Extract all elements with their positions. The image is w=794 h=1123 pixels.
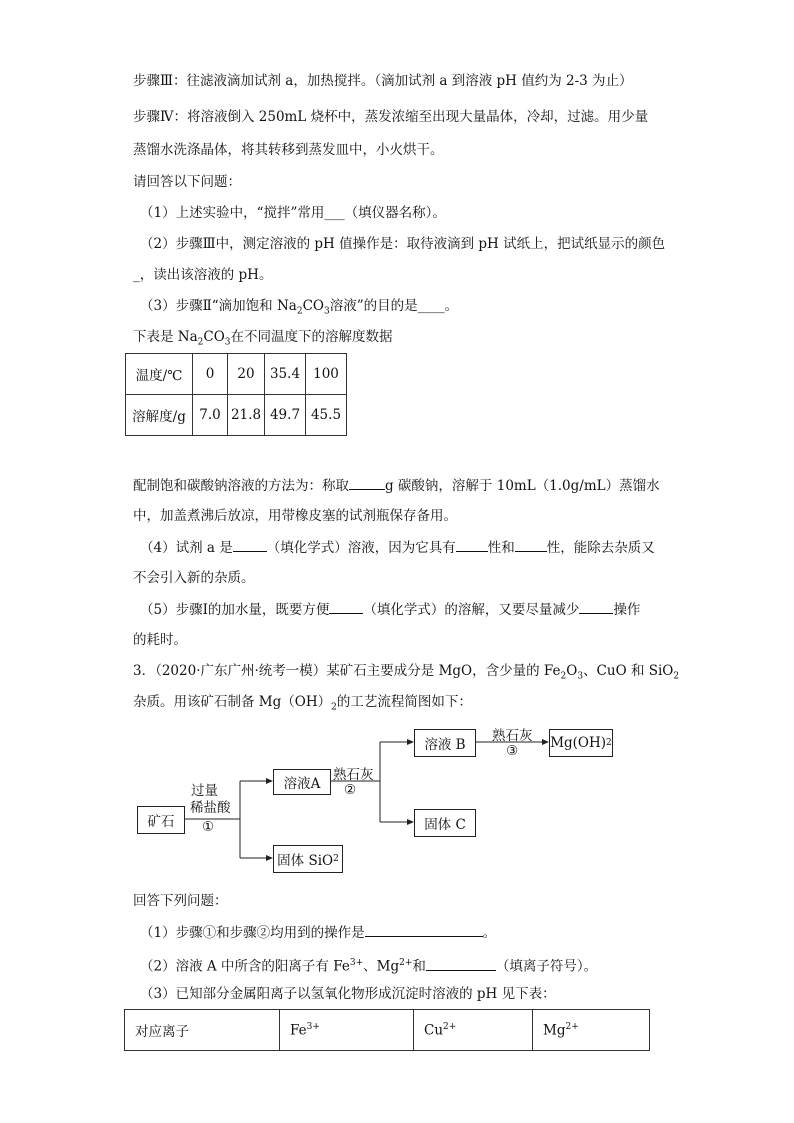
table-cell: 21.8 [228,395,265,436]
table-cell: $Mg^{2+}$ [533,1010,650,1051]
step3-text: 步骤Ⅲ：往滤液滴加试剂 a，加热搅拌。（滴加试剂 a 到溶液 pH 值约为 2-3 为止） [133,73,633,89]
solution-b-box: 溶液 B [414,729,476,757]
question-3: （3）步骤Ⅱ“滴加饱和 $Na_2CO_3$溶液”的目的是____。 [140,298,459,317]
table-row [125,1010,650,1051]
answer-blank[interactable] [365,923,483,937]
table-intro: 下表是 $Na_2CO_3$在不同温度下的溶解度数据 [133,329,393,348]
question-1: （1）上述实验中，“搅拌”常用___（填仪器名称）。 [140,205,446,221]
table-cell: $Fe^{3+}$ [280,1010,414,1051]
answer-1: （1）步骤①和步骤②均用到的操作是 。 [140,925,497,941]
problem-3-line-2: 杂质。用该矿石制备 $Mg(OH)_2$的工艺流程简图如下： [133,694,472,713]
question-2-line-1: （2）步骤Ⅲ中，测定溶液的 pH 值操作是：取待液滴到 pH 试纸上，把试纸显示的颜色 [140,236,666,252]
reagent-2-label: 熟石灰 [333,767,374,783]
problem-3-line-1: 3．（2020·广东广州·统考一模）某矿石主要成分是 MgO，含少量的 $Fe_2O_3$、CuO 和 SiO$_2$ [133,663,680,682]
step-2-label: ② [344,782,357,798]
product-box: Mg(OH) 2 [549,729,613,757]
question-prompt: 请回答以下问题： [133,174,241,190]
table-cell: 7.0 [193,395,228,436]
table-cell: 对应离子 [125,1010,280,1051]
table-cell: 49.7 [265,395,306,436]
answer-2: （2）溶液 A 中所含的阳离子有 $Fe^{3+}$、$Mg^{2+}$和 （填离子符号）。 [140,958,598,975]
table-cell: 溶解度/g [126,395,193,436]
prep-line-1: 配制饱和碳酸钠溶液的方法为：称取 g 碳酸钠，溶解于 10mL（1.0g/mL）蒸馏水 [133,478,660,494]
solid-c-box: 固体 C [414,809,476,837]
table-cell: 100 [306,354,347,395]
table-cell: 20 [228,354,265,395]
question-4-line-2: 不会引入新的杂质。 [133,570,255,586]
ore-box: 矿石 [137,806,185,834]
reagent-1-label: 过量 [191,783,218,799]
reagent-3-label: 熟石灰 [492,728,533,744]
step4-text-2: 蒸馏水洗涤晶体，将其转移到蒸发皿中，小火烘干。 [133,142,444,158]
prep-line-2: 中，加盖煮沸后放凉，用带橡皮塞的试剂瓶保存备用。 [133,508,457,524]
answer-3: （3）已知部分金属阳离子以氢氧化物形成沉淀时溶液的 pH 见下表： [140,986,556,1002]
answer-blank[interactable] [426,957,496,971]
question-5-line-1: （5）步骤Ⅰ的加水量，既要方便 （填化学式）的溶解，又要尽量减少 操作 [140,602,641,618]
solid-sio2-box: 固体 SiO 2 [273,845,343,873]
table-cell: 35.4 [265,354,306,395]
reagent-1-label: 稀盐酸 [190,800,231,816]
question-5-line-2: 的耗时。 [133,632,187,648]
solution-a-box: 溶液A [273,769,331,795]
table-cell: 温度/℃ [126,354,193,395]
step-1-label: ① [202,819,215,835]
table-cell: $Cu^{2+}$ [414,1010,533,1051]
question-2-line-2: _，读出该溶液的 pH。 [133,267,273,283]
step-3-label: ③ [506,743,519,759]
table-cell: 0 [193,354,228,395]
ion-ph-table [124,1009,650,1051]
question-4-line-1: （4）试剂 a 是 （填化学式）溶液，因为它具有 性和 性，能除去杂质又 [140,540,655,556]
answer-prompt: 回答下列问题： [133,893,228,909]
step4-text-1: 步骤Ⅳ：将溶液倒入 250mL 烧杯中，蒸发浓缩至出现大量晶体，冷却，过滤。用少量 [133,109,649,125]
table-cell: 45.5 [306,395,347,436]
